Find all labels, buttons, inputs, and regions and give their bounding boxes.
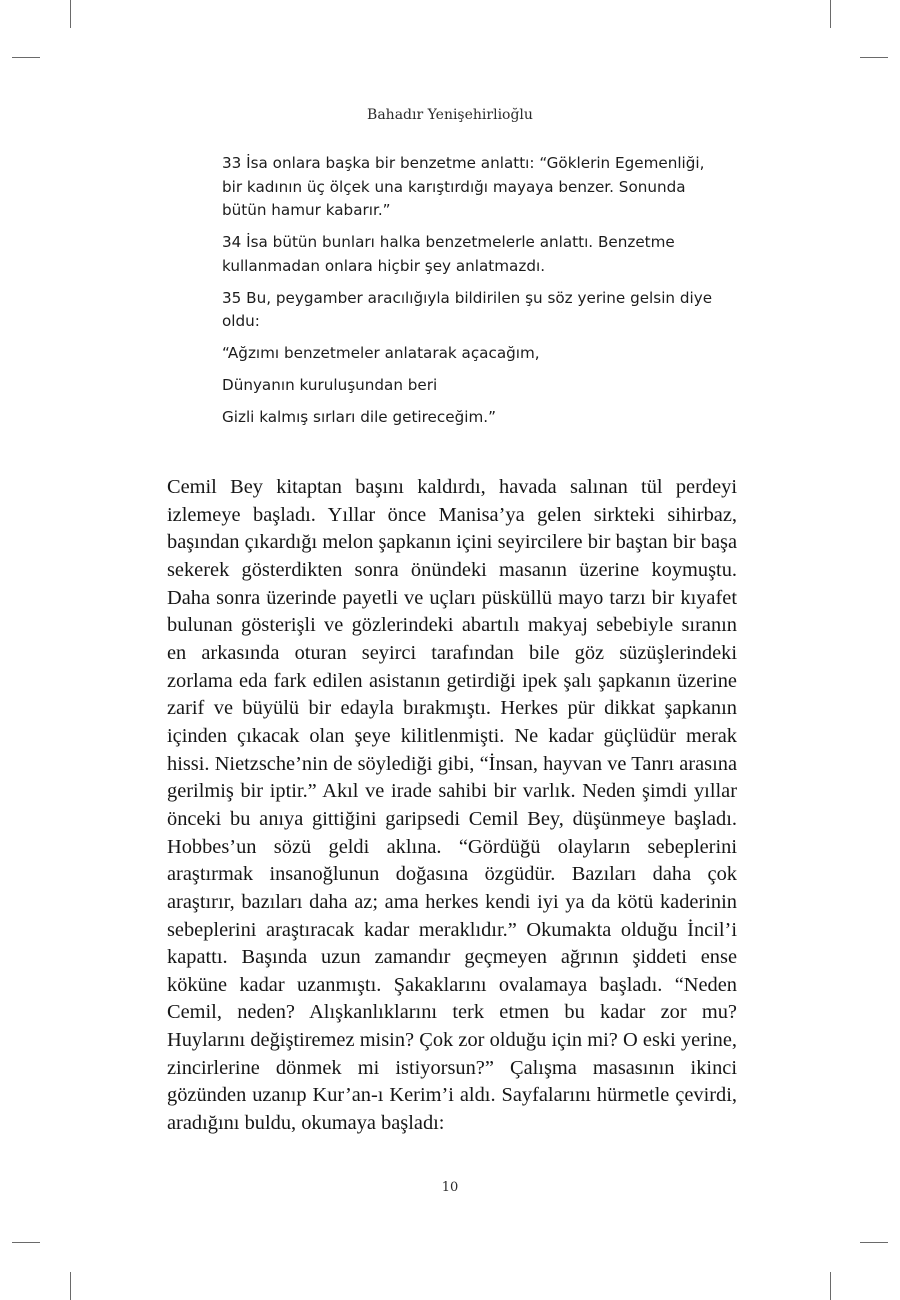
- page-number: 10: [441, 1180, 459, 1195]
- verse-34: 34 İsa bütün bunları halka benzetmelerle anlattı. Benzetme kullanmadan onlara hiçbir şey anlatmazdı.: [222, 233, 675, 275]
- crop-mark: [830, 1272, 831, 1300]
- scripture-quote: [222, 152, 722, 438]
- crop-mark: [70, 0, 71, 28]
- verse-33: 33 İsa onlara başka bir benzetme anlattı: “Göklerin Egemenliği, bir kadının üç ölçek una karıştırdığı mayaya benzer. Sonunda bütün hamur kabarır.”: [222, 154, 705, 219]
- crop-mark: [860, 1242, 888, 1243]
- crop-mark: [830, 0, 831, 28]
- crop-mark: [12, 57, 40, 58]
- poem-line: Gizli kalmış sırları dile getireceğim.”: [222, 408, 496, 426]
- poem-line: “Ağzımı benzetmeler anlatarak açacağım,: [222, 344, 540, 362]
- verse-35: 35 Bu, peygamber aracılığıyla bildirilen şu söz yerine gelsin diye oldu:: [222, 288, 713, 330]
- poem-line: Dünyanın kuruluşundan beri: [222, 376, 438, 394]
- body-paragraph: Cemil Bey kitaptan başını kaldırdı, havada salınan tül perdeyi izlemeye başladı. Yıllar önce Manisa’ya gelen sirkteki sihirbaz, başından çıkardığı melon şapkanın içini seyircilere bir baştan bir başa sekerek gösterdikten sonra önündeki masanın üzerine koymuştu. Daha sonra üzerinde payetli ve uçları püsküllü mayo tarzı bir kıyafet bulunan gösterişli ve gözlerindeki abartılı makyaj sebebiyle sıranın en arkasında oturan seyirci tarafından bile göz süzüşlerindeki zorlama eda fark edilen asistanın getirdiği ipek şalı şapkanın üzerine zarif ve büyülü bir edayla bırakmıştı. Herkes pür dikkat şapkanın içinden çıkacak olan şeye kilitlenmişti. Ne kadar güçlüdür merak hissi. Nietzsche’nin de söylediği gibi, “İnsan, hayvan ve Tanrı arasına gerilmiş bir iptir.” Akıl ve irade sahibi bir varlık. Neden şimdi yıllar önceki bu anıya gittiğini garipsedi Cemil Bey, düşünmeye başladı. Hobbes’un sözü geldi aklına. “Gördüğü olayların sebeplerini araştırmak insanoğlunun doğasına özgüdür. Bazıları daha çok araştırır, bazıları daha az; ama herkes kendi iyi ya da kötü kaderinin sebeplerini araştıracak kadar meraklıdır.” Okumakta olduğu İncil’i kapattı. Başında uzun zamandır geçmeyen ağrının şiddeti ense köküne kadar uzanmıştı. Şakaklarını ovalamaya başladı. “Neden Cemil, neden? Alışkanlıklarını terk etmen bu kadar zor mu? Huylarını değiştiremez misin? Çok zor olduğu için mi? O eski yerine, zincirlerine dönmek mi istiyorsun?” Çalışma masasının ikinci gözünden uzanıp Kur’an-ı Kerim’i aldı. Sayfalarını hürmetle çevirdi, aradığını buldu, okumaya başladı:: [167, 476, 737, 1135]
- crop-mark: [860, 57, 888, 58]
- crop-mark: [70, 1272, 71, 1300]
- body-text: [167, 474, 737, 1138]
- running-header: Bahadır Yenişehirlioğlu: [367, 107, 533, 123]
- crop-mark: [12, 1242, 40, 1243]
